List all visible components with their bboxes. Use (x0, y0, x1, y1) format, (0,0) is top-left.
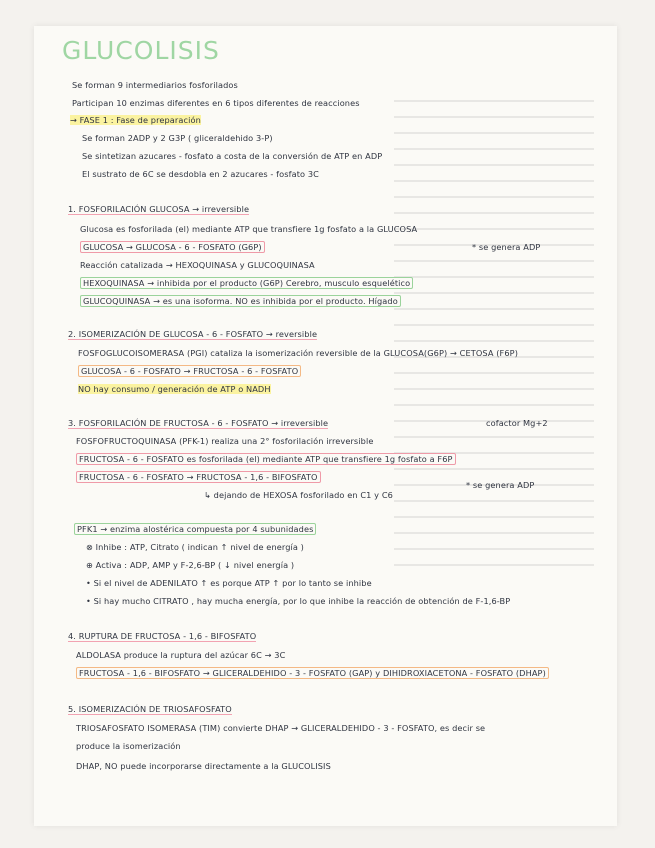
s2-line-1: FOSFOGLUCOISOMERASA (PGI) cataliza la isomerización reversible de la GLUCOSA(G6P) → CETOSA (F6P) (78, 348, 518, 358)
notes-page (34, 26, 617, 826)
phase-line-1: Se forman 2ADP y 2 G3P ( gliceraldehido 3-P) (82, 133, 273, 143)
intro-line-2: Participan 10 enzimas diferentes en 6 tipos diferentes de reacciones (72, 98, 360, 108)
s3-line-2: FRUCTOSA - 6 - FOSFATO es fosforilada (el) mediante ATP que transfiere 1g fosfato a F6P (76, 454, 456, 464)
s5-line-2: produce la isomerización (76, 741, 181, 751)
s3-side-note: * se genera ADP (466, 480, 535, 490)
s2-line-2: GLUCOSA - 6 - FOSFATO → FRUCTOSA - 6 - FOSFATO (78, 366, 301, 376)
s4-line-1: ALDOLASA produce la ruptura del azúcar 6C → 3C (76, 650, 286, 660)
s3-line-4: ↳ dejando de HEXOSA fosforilado en C1 y C6 (204, 490, 393, 500)
page-title: GLUCOLISIS (62, 36, 220, 65)
phase-heading: → FASE 1 : Fase de preparación (70, 115, 201, 125)
section-2-heading: 2. ISOMERIZACIÓN DE GLUCOSA - 6 - FOSFATO → reversible (68, 329, 318, 339)
section-5-heading: 5. ISOMERIZACIÓN DE TRIOSAFOSFATO (68, 704, 232, 714)
pfk-line-1: PFK1 → enzima alostérica compuesta por 4 subunidades (74, 524, 316, 534)
section-3-heading: 3. FOSFORILACIÓN DE FRUCTOSA - 6 - FOSFATO → irreversible (68, 418, 329, 428)
pfk-line-4: • Si el nivel de ADENILATO ↑ es porque ATP ↑ por lo tanto se inhibe (86, 578, 372, 588)
phase-line-2: Se sintetizan azucares - fosfato a costa de la conversión de ATP en ADP (82, 151, 383, 161)
s5-line-1: TRIOSAFOSFATO ISOMERASA (TIM) convierte DHAP → GLICERALDEHIDO - 3 - FOSFATO, es decir se (76, 723, 486, 733)
s3-line-1: FOSFOFRUCTOQUINASA (PFK-1) realiza una 2° fosforilación irreversible (76, 436, 374, 446)
pfk-line-2: ⊗ Inhibe : ATP, Citrato ( indican ↑ nivel de energía ) (86, 542, 304, 552)
s1-line-4: HEXOQUINASA → inhibida por el producto (G6P) Cerebro, musculo esquelético (80, 278, 413, 288)
intro-line-1: Se forman 9 intermediarios fosforilados (72, 80, 238, 90)
s1-line-3: Reacción catalizada → HEXOQUINASA y GLUCOQUINASA (80, 260, 315, 270)
section-4-heading: 4. RUPTURA DE FRUCTOSA - 1,6 - BIFOSFATO (68, 631, 257, 641)
bleed-through (394, 86, 594, 786)
pfk-line-3: ⊕ Activa : ADP, AMP y F-2,6-BP ( ↓ nivel energía ) (86, 560, 295, 570)
s3-cofactor: cofactor Mg+2 (486, 418, 548, 428)
pfk-line-5: • Si hay mucho CITRATO , hay mucha energía, por lo que inhibe la reacción de obtención de F-1,6-BP (86, 596, 511, 606)
s2-line-3: NO hay consumo / generación de ATP o NADH (78, 384, 271, 394)
s5-line-3: DHAP, NO puede incorporarse directamente a la GLUCOLISIS (76, 761, 331, 771)
s3-line-3: FRUCTOSA - 6 - FOSFATO → FRUCTOSA - 1,6 - BIFOSFATO (76, 472, 321, 482)
s1-side-note: * se genera ADP (472, 242, 541, 252)
phase-line-3: El sustrato de 6C se desdobla en 2 azucares - fosfato 3C (82, 169, 319, 179)
s4-line-2: FRUCTOSA - 1,6 - BIFOSFATO → GLICERALDEHIDO - 3 - FOSFATO (GAP) y DIHIDROXIACETONA - FOSFATO (DHAP) (76, 668, 549, 678)
s1-line-2: GLUCOSA → GLUCOSA - 6 - FOSFATO (G6P) (80, 242, 265, 252)
s1-line-5: GLUCOQUINASA → es una isoforma. NO es inhibida por el producto. Hígado (80, 296, 401, 306)
s1-line-1: Glucosa es fosforilada (el) mediante ATP que transfiere 1g fosfato a la GLUCOSA (80, 224, 418, 234)
section-1-heading: 1. FOSFORILACIÓN GLUCOSA → irreversible (68, 204, 250, 214)
